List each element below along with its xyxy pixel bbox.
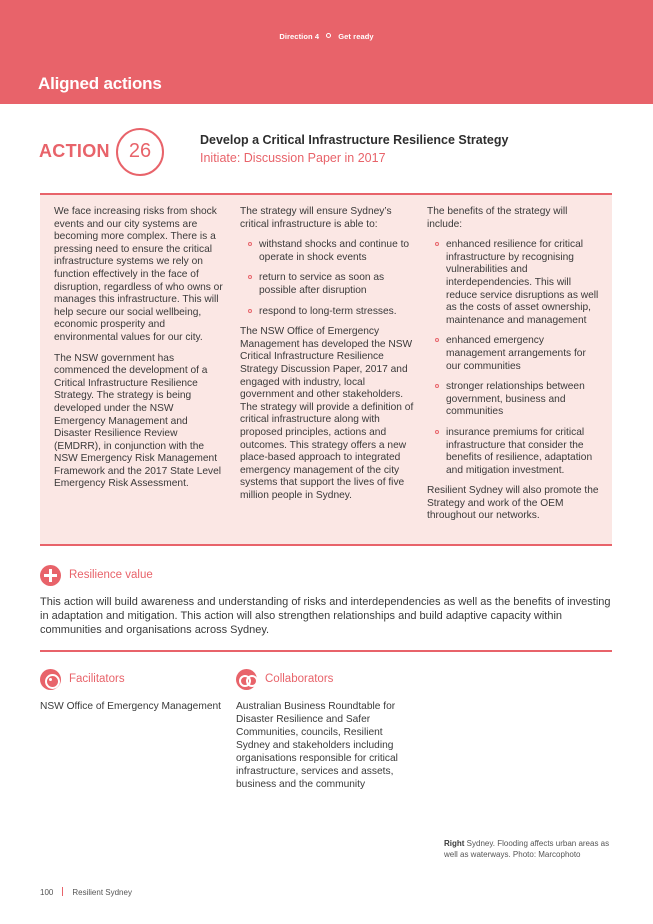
col1-paragraph-2: The NSW government has commenced the development of a Critical Infrastructure Resilience Strategy. The strategy is being developed under the NSW Emergency Management and Disaster Resilience Review (EMDRR), in conjunction with the NSW Emergency Risk Management Framework and the 2017 State Level Emergency Risk Assessment. [54,352,222,490]
list-item [427,381,599,419]
list-item-text: withstand shocks and continue to operate in shock events [259,239,410,263]
collaborators-label: Collaborators [265,673,334,685]
col3-intro: The benefits of the strategy will include: [427,206,568,230]
section-divider [40,650,612,652]
col2-bullet-list [240,239,415,318]
caption-text: Sydney. Flooding affects urban areas as well as waterways. Photo: Marcophoto [444,839,610,859]
list-item [240,272,415,297]
collaborators-text: Australian Business Roundtable for Disaster Resilience and Safer Communities, councils, Resilient Sydney and stakeholders including organisations responsible for critical infrastructure, services and assets, business and the community [236,701,398,790]
col3-outro: Resilient Sydney will also promote the Strategy and work of the OEM throughout our networks. [427,485,599,522]
col1-paragraph-1: We face increasing risks from shock events and our city systems are becoming more complex. There is a pressing need to ensure the critical infrastructure systems we rely on function effectively in the face of disruption, regardless of who owns or manages this infrastructure. This will help secure our social wellbeing, economic prosperity and environmental values for our city. [54,206,223,343]
facilitators-label: Facilitators [69,673,125,685]
bullet-circle-icon [435,242,439,246]
photo-caption [444,838,624,860]
action-subtitle: Initiate: Discussion Paper in 2017 [200,151,386,165]
resilience-value-label: Resilience value [69,569,153,581]
resilience-value-text: This action will build awareness and understanding of risks and interdependencies as well as the benefits of investing in adaptation and mitigation. This action will also strengthen relationships and build adaptive capacity within communities and organisations across Sydney. [40,596,611,636]
facilitators-text: NSW Office of Emergency Management [40,701,221,712]
bullet-circle-icon [435,430,439,434]
facilitators-icon [40,669,61,690]
col2-paragraph-2: The NSW Office of Emergency Management has developed the NSW Critical Infrastructure Resilience Strategy Discussion Paper, 2017 and engaged with industry, local government and other stakeholders. The strategy will provide a definition of critical infrastructure along with proposed principles, actions and outcomes. This strategy offers a new place-based approach to integrated emergency management of the city systems that support the lives of five million people in Sydney. [240,326,414,501]
list-item [427,239,599,327]
footer-doc-title: Resilient Sydney [72,888,132,897]
page-number: 100 [40,888,54,897]
list-item-text: return to service as soon as possible after disruption [259,272,385,296]
list-item-text: enhanced emergency management arrangements for our communities [446,335,586,372]
bullet-circle-icon [248,275,252,279]
col3-bullet-list [427,239,599,477]
action-title: Develop a Critical Infrastructure Resilience Strategy [200,133,509,147]
breadcrumb-separator-icon [326,33,331,38]
page-footer [40,887,132,897]
bullet-circle-icon [435,338,439,342]
breadcrumb-section: Get ready [338,32,374,41]
bullet-circle-icon [248,309,252,313]
collaborators-icon [236,669,257,690]
list-item-text: enhanced resilience for critical infrastructure by recognising vulnerabilities and interdependencies. This will reduce service disruptions as well as the costs of asset ownership, maintenance and management [446,239,599,326]
col2-intro: The strategy will ensure Sydney’s critical infrastructure is able to: [240,206,392,230]
list-item-text: stronger relationships between government, business and communities [446,381,585,418]
breadcrumb [0,32,653,41]
page-title: Aligned actions [38,74,162,93]
bullet-circle-icon [248,242,252,246]
breadcrumb-direction: Direction 4 [279,32,320,41]
action-number-badge: 26 [116,128,164,176]
list-item [240,306,415,319]
footer-divider [62,887,63,896]
plus-icon [40,565,61,586]
list-item [427,427,599,477]
list-item-text: insurance premiums for critical infrastructure that consider the benefits of resilience, adaptation and mitigation investment. [446,426,593,476]
action-word: ACTION [39,141,110,161]
list-item [427,335,599,373]
bullet-circle-icon [435,384,439,388]
panel-column-2 [240,206,415,510]
panel-column-1 [54,206,226,499]
panel-column-3 [427,206,599,531]
list-item-text: respond to long-term stresses. [259,305,397,317]
list-item [240,239,415,264]
caption-lead: Right [444,839,465,848]
